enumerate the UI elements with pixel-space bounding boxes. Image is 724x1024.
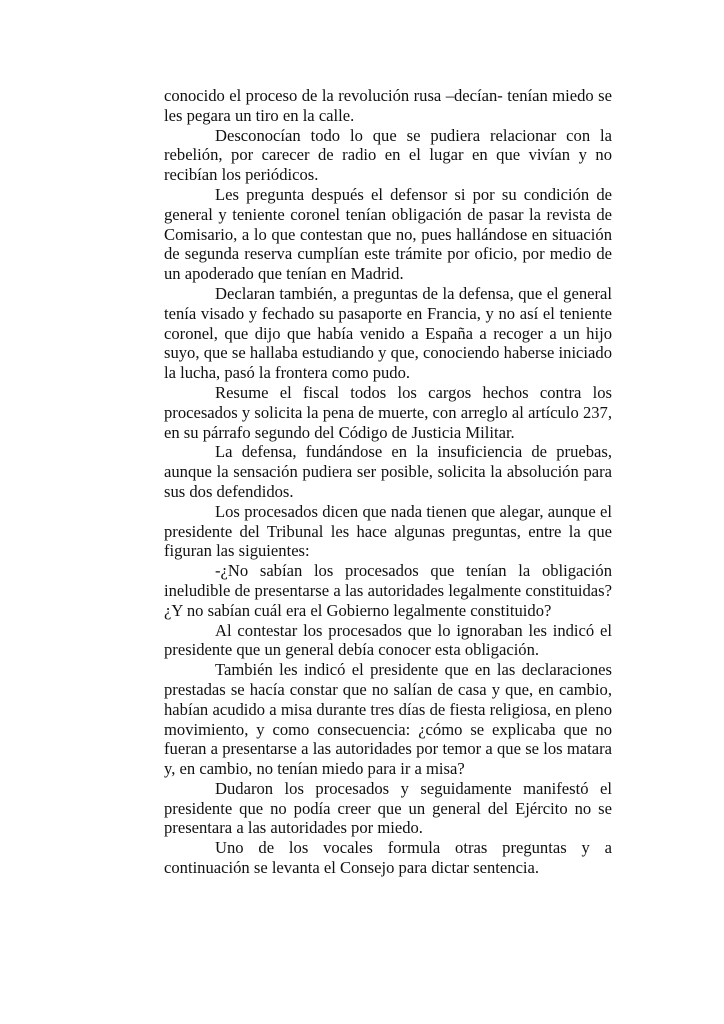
paragraph: También les indicó el presidente que en las declaraciones prestadas se hacía constar que no salían de casa y que, en cambio, habían acudido a misa durante tres días de fiesta religiosa, en pleno movimiento, y como consecuencia: ¿cómo se explicaba que no fueran a presentarse a las autoridades por temor a que se los matara y, en cambio, no tenían miedo para ir a misa? [164,660,612,779]
paragraph-question: -¿No sabían los procesados que tenían la obligación ineludible de presentarse a las autoridades legalmente constituidas? ¿Y no sabían cuál era el Gobierno legalmente constituido? [164,561,612,620]
paragraph: Les pregunta después el defensor si por su condición de general y teniente coronel tenían obligación de pasar la revista de Comisario, a lo que contestan que no, pues hallándose en situación de segunda reserva cumplían este trámite por oficio, por medio de un apoderado que tenían en Madrid. [164,184,612,284]
paragraph: Desconocían todo lo que se pudiera relacionar con la rebelión, por carecer de radio en el lugar en que vivían y no recibían los periódicos. [164,125,612,185]
paragraph: Uno de los vocales formula otras preguntas y a continuación se levanta el Consejo para dictar sentencia. [164,838,612,878]
document-page [164,86,612,878]
paragraph: La defensa, fundándose en la insuficiencia de pruebas, aunque la sensación pudiera ser posible, solicita la absolución para sus dos defendidos. [164,442,612,501]
paragraph: Resume el fiscal todos los cargos hechos contra los procesados y solicita la pena de muerte, con arreglo al artículo 237, en su párrafo segundo del Código de Justicia Militar. [164,382,612,442]
paragraph: Declaran también, a preguntas de la defensa, que el general tenía visado y fechado su pasaporte en Francia, y no así el teniente coronel, que dijo que había venido a España a recoger a un hijo suyo, que se hallaba estudiando y que, conociendo haberse iniciado la lucha, pasó la frontera como pudo. [164,283,612,383]
paragraph: Los procesados dicen que nada tienen que alegar, aunque el presidente del Tribunal les hace algunas preguntas, entre la que figuran las siguientes: [164,501,612,561]
paragraph: Dudaron los procesados y seguidamente manifestó el presidente que no podía creer que un general del Ejército no se presentara a las autoridades por miedo. [164,778,612,838]
paragraph: Al contestar los procesados que lo ignoraban les indicó el presidente que un general debía conocer esta obligación. [164,620,612,660]
paragraph-continued: conocido el proceso de la revolución rusa –decían- tenían miedo se les pegara un tiro en la calle. [164,86,612,125]
